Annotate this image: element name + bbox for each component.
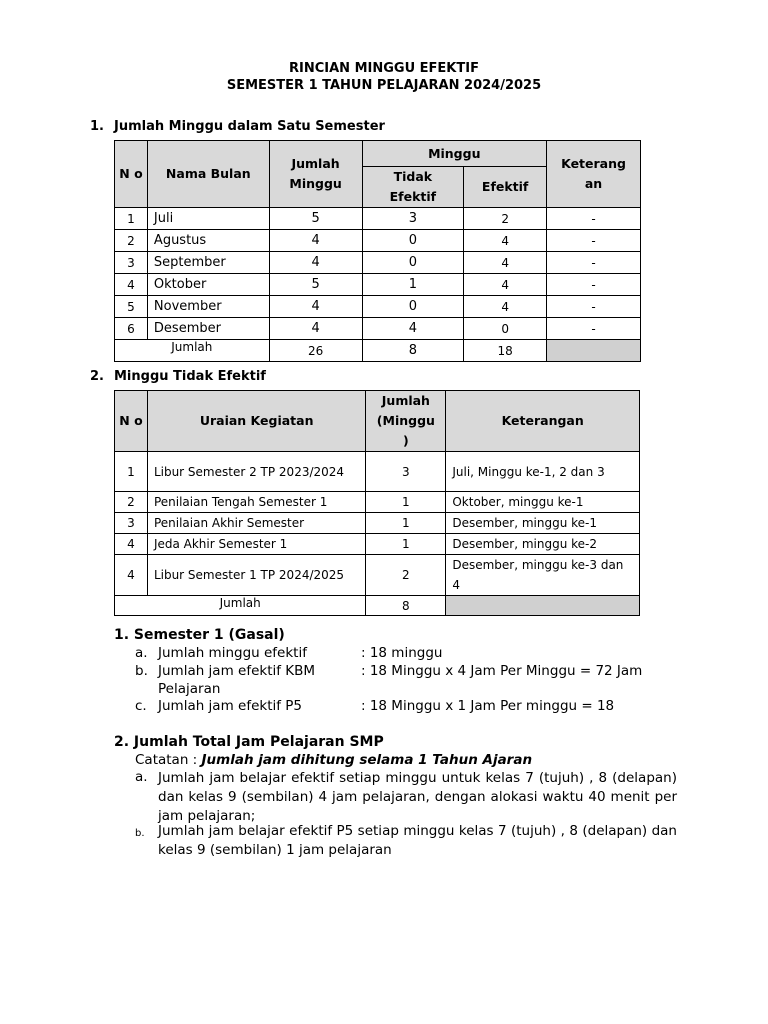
- row-jumlah: 1: [366, 513, 446, 534]
- header-no: N o: [115, 141, 148, 208]
- summary1-a-label: Jumlah minggu efektif: [158, 645, 307, 661]
- row-efektif: 2: [464, 208, 547, 230]
- row-jumlah-minggu: 5: [269, 208, 362, 230]
- row-no: 6: [115, 318, 148, 340]
- row-jumlah: 2: [366, 555, 446, 596]
- table-row: [115, 318, 641, 340]
- summary2-note: [135, 752, 532, 768]
- row-jumlah-minggu: 4: [269, 252, 362, 274]
- total-jumlah: 8: [366, 596, 446, 616]
- table-row: [115, 230, 641, 252]
- note-label: Catatan :: [135, 752, 202, 768]
- row-jumlah: 3: [366, 452, 446, 492]
- row-tidak-efektif: 3: [362, 208, 464, 230]
- header-minggu: Minggu: [362, 141, 547, 167]
- row-efektif: 0: [464, 318, 547, 340]
- total-tidak-efektif: 8: [362, 340, 464, 362]
- summary1-a-value: : 18 minggu: [361, 645, 443, 661]
- row-tidak-efektif: 1: [362, 274, 464, 296]
- summary1-c-letter: c.: [135, 698, 147, 714]
- effective-weeks-table: [114, 140, 641, 362]
- table-row: [115, 252, 641, 274]
- summary1-heading: 1. Semester 1 (Gasal): [114, 627, 285, 643]
- row-tidak-efektif: 0: [362, 252, 464, 274]
- row-tidak-efektif: 0: [362, 230, 464, 252]
- table-row: [115, 208, 641, 230]
- total-efektif: 18: [464, 340, 547, 362]
- section2-heading: Minggu Tidak Efektif: [114, 369, 266, 384]
- row-no: 5: [115, 296, 148, 318]
- row-no: 4: [115, 274, 148, 296]
- row-keterangan: Desember, minggu ke-2: [446, 534, 640, 555]
- table-row: [115, 274, 641, 296]
- summary1-c-value: : 18 Minggu x 1 Jam Per minggu = 18: [361, 698, 615, 714]
- row-jumlah-minggu: 4: [269, 230, 362, 252]
- row-keterangan: -: [547, 318, 641, 340]
- header-efektif: Efektif: [464, 167, 547, 208]
- section1-number: 1.: [90, 119, 104, 134]
- row-efektif: 4: [464, 230, 547, 252]
- row-no: 1: [115, 452, 148, 492]
- total-label: Jumlah: [115, 596, 366, 616]
- document-subtitle: SEMESTER 1 TAHUN PELAJARAN 2024/2025: [226, 78, 542, 93]
- row-no: 2: [115, 492, 148, 513]
- row-nama-bulan: Agustus: [147, 230, 269, 252]
- row-efektif: 4: [464, 296, 547, 318]
- row-keterangan: -: [547, 274, 641, 296]
- header-nama-bulan: Nama Bulan: [147, 141, 269, 208]
- row-no: 4: [115, 555, 148, 596]
- table-total-row: [115, 596, 640, 616]
- table-row: [115, 513, 640, 534]
- table-row: [115, 452, 640, 492]
- row-keterangan: Desember, minggu ke-3 dan 4: [446, 555, 640, 596]
- row-uraian-kegiatan: Penilaian Akhir Semester: [147, 513, 365, 534]
- row-jumlah: 1: [366, 492, 446, 513]
- row-keterangan: -: [547, 230, 641, 252]
- row-nama-bulan: Desember: [147, 318, 269, 340]
- summary1-b-letter: b.: [135, 663, 148, 679]
- row-keterangan: Juli, Minggu ke-1, 2 dan 3: [446, 452, 640, 492]
- row-jumlah-minggu: 5: [269, 274, 362, 296]
- summary1-a-letter: a.: [135, 645, 148, 661]
- row-efektif: 4: [464, 274, 547, 296]
- total-jumlah: 26: [269, 340, 362, 362]
- summary2-a-letter: a.: [135, 769, 148, 785]
- row-uraian-kegiatan: Jeda Akhir Semester 1: [147, 534, 365, 555]
- table-row: [115, 555, 640, 596]
- row-no: 2: [115, 230, 148, 252]
- summary2-heading: 2. Jumlah Total Jam Pelajaran SMP: [114, 734, 384, 750]
- document-title: RINCIAN MINGGU EFEKTIF: [289, 61, 479, 76]
- summary1-b-value: : 18 Minggu x 4 Jam Per Minggu = 72 Jam: [361, 663, 643, 679]
- row-jumlah-minggu: 4: [269, 296, 362, 318]
- header-keterangan: Keterang an: [547, 141, 641, 208]
- summary2-a-text: Jumlah jam belajar efektif setiap minggu untuk kelas 7 (tujuh) , 8 (delapan) dan kelas 9 (sembilan) 4 jam pelajaran, dengan alokasi waktu 40 menit per jam pelajaran;: [158, 770, 677, 824]
- header-jumlah: Jumlah (Minggu ): [366, 391, 446, 452]
- row-jumlah-minggu: 4: [269, 318, 362, 340]
- row-nama-bulan: Juli: [147, 208, 269, 230]
- header-tidak-efektif: Tidak Efektif: [362, 167, 464, 208]
- header-keterangan: Keterangan: [446, 391, 640, 452]
- row-keterangan: -: [547, 208, 641, 230]
- table-row: [115, 296, 641, 318]
- header-no: N o: [115, 391, 148, 452]
- row-uraian-kegiatan: Penilaian Tengah Semester 1: [147, 492, 365, 513]
- row-nama-bulan: September: [147, 252, 269, 274]
- note-value: Jumlah jam dihitung selama 1 Tahun Ajaran: [201, 752, 533, 768]
- header-jumlah-minggu: Jumlah Minggu: [269, 141, 362, 208]
- row-uraian-kegiatan: Libur Semester 2 TP 2023/2024: [147, 452, 365, 492]
- row-nama-bulan: November: [147, 296, 269, 318]
- row-no: 4: [115, 534, 148, 555]
- summary1-b-label-cont: Pelajaran: [158, 681, 221, 697]
- table-total-row: [115, 340, 641, 362]
- row-nama-bulan: Oktober: [147, 274, 269, 296]
- row-tidak-efektif: 4: [362, 318, 464, 340]
- non-effective-weeks-table: [114, 390, 640, 616]
- row-no: 3: [115, 513, 148, 534]
- row-keterangan: -: [547, 252, 641, 274]
- row-keterangan: -: [547, 296, 641, 318]
- section2-number: 2.: [90, 369, 104, 384]
- row-tidak-efektif: 0: [362, 296, 464, 318]
- row-keterangan: Oktober, minggu ke-1: [446, 492, 640, 513]
- header-uraian-kegiatan: Uraian Kegiatan: [147, 391, 365, 452]
- summary1-c-label: Jumlah jam efektif P5: [158, 698, 303, 714]
- section1-heading: Jumlah Minggu dalam Satu Semester: [114, 119, 385, 134]
- table-row: [115, 534, 640, 555]
- summary2-b-letter: b.: [135, 828, 145, 839]
- summary2-b-text: Jumlah jam belajar efektif P5 setiap minggu kelas 7 (tujuh) , 8 (delapan) dan kelas 9 (sembilan) 1 jam pelajaran: [158, 823, 677, 858]
- total-label: Jumlah: [115, 340, 270, 362]
- row-no: 3: [115, 252, 148, 274]
- total-keterangan-shaded: [547, 340, 641, 362]
- summary1-b-label: Jumlah jam efektif KBM: [158, 663, 316, 679]
- row-no: 1: [115, 208, 148, 230]
- total-keterangan-shaded: [446, 596, 640, 616]
- row-efektif: 4: [464, 252, 547, 274]
- row-uraian-kegiatan: Libur Semester 1 TP 2024/2025: [147, 555, 365, 596]
- row-jumlah: 1: [366, 534, 446, 555]
- row-keterangan: Desember, minggu ke-1: [446, 513, 640, 534]
- table-row: [115, 492, 640, 513]
